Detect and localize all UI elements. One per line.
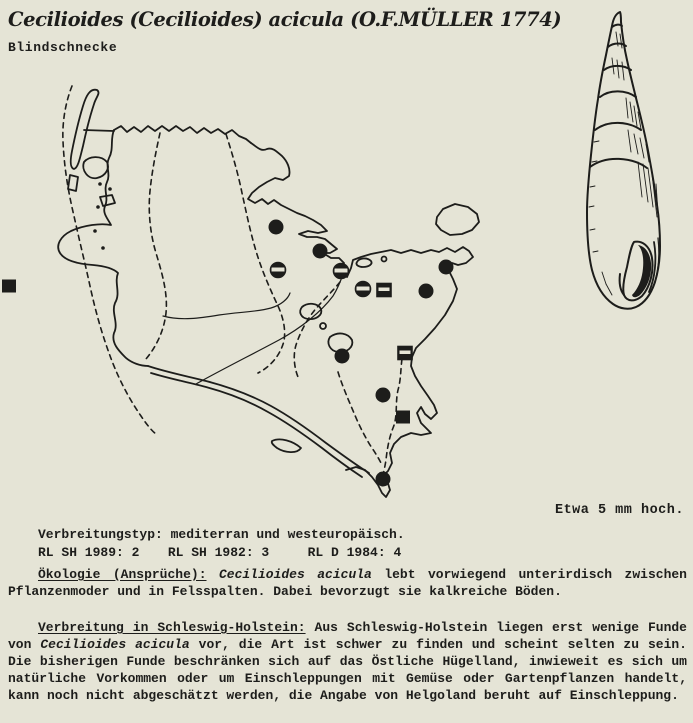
record-marker-banded-square — [377, 284, 391, 297]
species-name-italic: Cecilioides acicula — [40, 637, 190, 652]
shell-illustration — [572, 2, 670, 317]
shell-size-caption: Etwa 5 mm hoch. — [554, 503, 684, 518]
distribution-text-post: vor, die Art ist schwer zu finden und scheint selten zu sein. Die bisherigen Funde beschränken sich auf das Östliche Hügelland, inwieweit es sich um natürliche Vorkommen oder um Einschleppungen mit Gemüse oder Gartenpflanzen handelt, kann noch nicht abgeschätzt werden, die Angabe von Helgoland beruht auf Einschleppung. — [8, 637, 687, 703]
red-list-entry: RL SH 1982: 3 — [167, 545, 270, 560]
ecology-text: lebt vorwiegend unterirdisch zwischen Pflanzenmoder und in Felsspalten. Dabei bevorzugt sie kalkreiche Böden. — [8, 567, 687, 599]
body-text — [8, 566, 687, 704]
record-marker-banded-circle — [271, 263, 286, 278]
species-name-italic: Cecilioides acicula — [218, 567, 372, 582]
red-list-line — [38, 544, 693, 562]
boundary-dashed-lines — [63, 86, 404, 475]
distribution-text-pre: Aus Schleswig-Holstein liegen erst wenige Funde von — [8, 620, 687, 652]
record-marker-filled-circle — [439, 260, 454, 275]
distribution-type-line: Verbreitungstyp: mediterran und westeuropäisch. — [38, 527, 405, 542]
ecology-paragraph — [8, 566, 687, 600]
distribution-heading: Verbreitung in Schleswig-Holstein: — [38, 620, 306, 635]
record-marker-filled-circle — [335, 349, 350, 364]
record-marker-filled-square — [396, 411, 410, 424]
record-marker-filled-circle — [419, 284, 434, 299]
record-marker-banded-square — [398, 347, 412, 360]
species-title: Cecilioides (Cecilioides) acicula (O.F.MÜLLER 1774) — [8, 8, 562, 31]
record-marker-filled-circle — [313, 244, 328, 259]
ecology-heading: Ökologie (Ansprüche): — [38, 567, 207, 582]
distribution-map — [0, 70, 545, 515]
record-marker-banded-circle — [334, 264, 349, 279]
red-list-entry: RL D 1984: 4 — [307, 545, 402, 560]
red-list-entry: RL SH 1989: 2 — [38, 545, 140, 560]
record-marker-banded-circle — [356, 282, 371, 297]
record-marker-filled-circle — [376, 388, 391, 403]
rivers — [163, 274, 343, 384]
record-marker-filled-circle — [269, 220, 284, 235]
coastline — [58, 126, 479, 497]
record-marker-filled-circle — [376, 472, 391, 487]
record-marker-filled-square — [2, 280, 16, 293]
german-common-name: Blindschnecke — [8, 40, 118, 55]
info-block — [0, 526, 693, 562]
distribution-paragraph — [8, 619, 687, 704]
